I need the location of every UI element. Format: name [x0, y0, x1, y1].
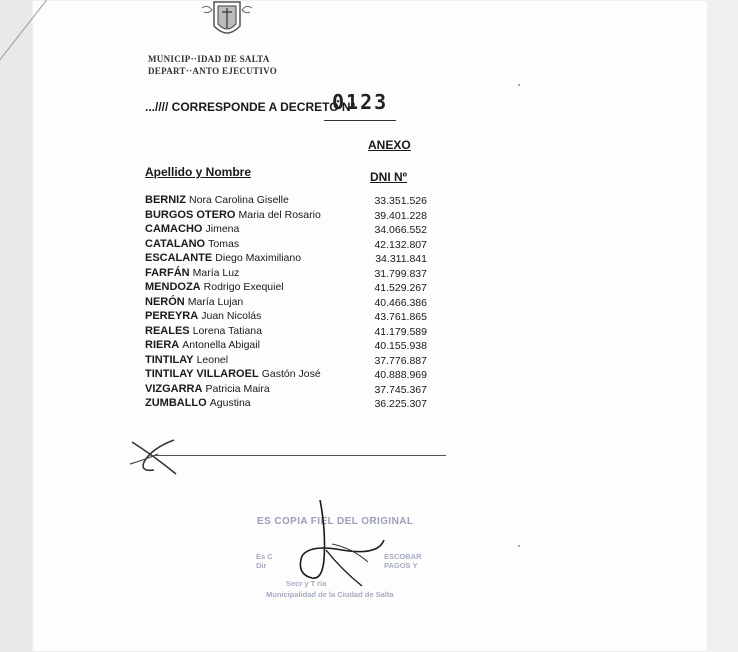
given-name: Diego Maximiliano [215, 252, 302, 264]
surname: PEREYRA [145, 310, 199, 322]
dni-number: 42.132.807 [374, 238, 427, 251]
dni-number: 41.179.589 [374, 325, 427, 338]
table-row [145, 209, 425, 224]
document-page [32, 0, 708, 652]
table-row [145, 223, 425, 238]
stamp-text-secretary: Secr y T ria [286, 579, 327, 588]
person-list [145, 194, 425, 412]
surname: CAMACHO [145, 223, 203, 235]
dni-column-header: DNI Nº [370, 170, 408, 184]
annex-title: ANEXO [368, 138, 411, 152]
dni-number: 31.799.837 [374, 267, 427, 280]
stamp-text-right-2: PAGOS Y [384, 561, 418, 570]
given-name: Juan Nicolás [201, 310, 262, 322]
decree-underline [324, 120, 396, 121]
name-column-header: Apellido y Nombre [145, 165, 252, 179]
stamp-text-left-1: Es C [256, 552, 273, 561]
stamp-text-left-2: Dir [256, 561, 267, 570]
table-row [145, 238, 425, 253]
dni-number: 40.155.938 [374, 340, 427, 352]
municipality-name: MUNICIP··IDAD DE SALTA [148, 54, 270, 64]
department-name: DEPART··ANTO EJECUTIVO [148, 66, 278, 76]
dni-number: 41.529.267 [374, 282, 427, 294]
given-name: Leonel [196, 353, 229, 366]
given-name: Lorena Tatiana [192, 324, 262, 337]
given-name: María Luz [192, 266, 240, 279]
surname: ZUMBALLO [145, 397, 207, 409]
surname: BURGOS OTERO [145, 208, 236, 221]
surname: MENDOZA [145, 281, 201, 293]
dni-number: 40.466.386 [374, 296, 427, 309]
stamp-text-right-1: ESCOBAR [384, 552, 422, 561]
table-row [145, 267, 425, 282]
stamp-text-municipality: Municipalidad de la Ciudad de Salta [266, 590, 394, 599]
coat-of-arms-icon [196, 0, 258, 44]
given-name: María Lujan [187, 295, 244, 308]
dni-number: 40.888.969 [374, 369, 427, 381]
given-name: Gastón José [261, 368, 321, 380]
dni-number: 37.776.887 [374, 354, 427, 367]
surname: FARFÁN [145, 266, 190, 279]
surname: ESCALANTE [145, 252, 213, 264]
dni-number: 37.745.367 [374, 383, 427, 396]
certified-copy-stamp: ES COPIA FIEL DEL ORIGINAL [257, 516, 414, 527]
table-row [145, 310, 425, 325]
dni-number: 39.401.228 [374, 209, 427, 222]
given-name: Nora Carolina Giselle [189, 194, 289, 206]
surname: REALES [145, 324, 190, 337]
dni-number: 33.351.526 [374, 195, 427, 207]
table-row [145, 354, 425, 369]
given-name: Rodrigo Exequiel [203, 281, 284, 293]
decree-number: 0123 [332, 90, 389, 114]
right-margin [708, 0, 738, 652]
page-fold-line [0, 0, 47, 95]
surname: RIERA [145, 339, 180, 351]
municipality-header [148, 53, 277, 77]
surname: NERÓN [145, 295, 185, 308]
speck [518, 545, 520, 547]
dni-number: 34.311.841 [375, 253, 427, 265]
decree-label: ...//// CORRESPONDE A DECRETO Nº [145, 100, 355, 114]
handwritten-signature [282, 500, 412, 590]
surname: CATALANO [145, 237, 206, 250]
table-row [145, 339, 425, 354]
given-name: Maria del Rosario [238, 208, 321, 221]
signature-mark-icon [124, 434, 184, 478]
surname: BERNIZ [145, 194, 186, 206]
table-row [145, 296, 425, 311]
table-row [145, 281, 425, 296]
table-row [145, 368, 425, 383]
dni-number: 43.761.865 [374, 311, 427, 323]
speck [518, 84, 520, 86]
signature-line [152, 455, 446, 456]
surname: TINTILAY [145, 353, 194, 366]
table-row [145, 397, 425, 412]
table-row [145, 383, 425, 398]
given-name: Patricia Maira [205, 382, 270, 395]
dni-number: 36.225.307 [374, 398, 427, 410]
surname: VIZGARRA [145, 382, 203, 395]
given-name: Agustina [209, 397, 251, 409]
surname: TINTILAY VILLAROEL [145, 368, 259, 380]
given-name: Tomas [208, 237, 240, 250]
table-row [145, 194, 425, 209]
given-name: Jimena [205, 223, 240, 235]
given-name: Antonella Abigail [182, 339, 260, 351]
table-row [145, 252, 425, 267]
table-row [145, 325, 425, 340]
dni-number: 34.066.552 [374, 224, 427, 236]
